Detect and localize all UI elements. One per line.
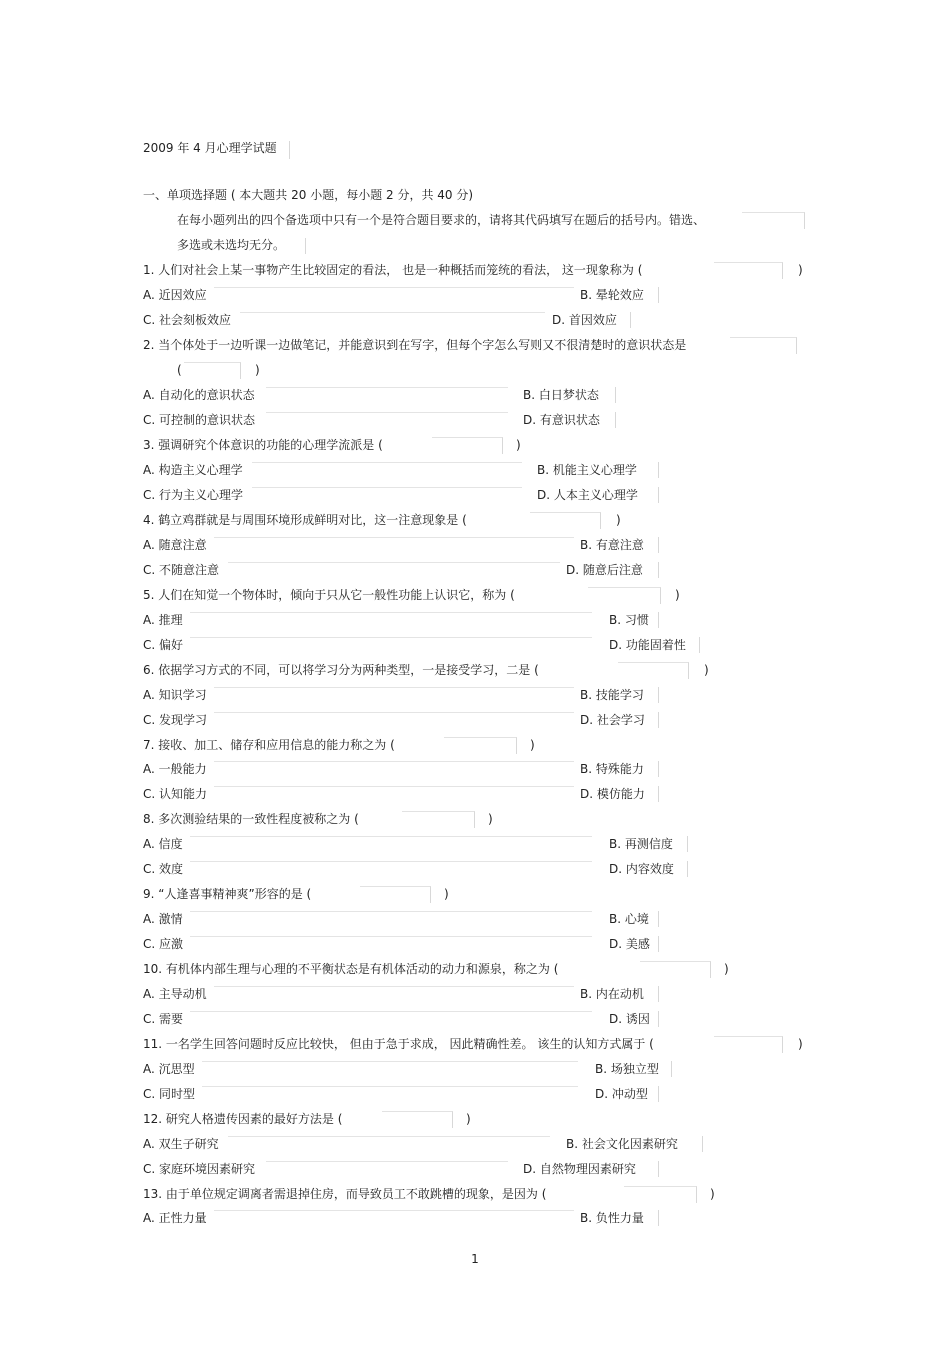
option-end-mark	[658, 462, 659, 478]
question-1-stem: 1. 人们对社会上某一事物产生比较固定的看法， 也是一种概括而笼统的看法， 这一现象称为 (	[143, 263, 643, 277]
question-6-option-d: D. 社会学习	[580, 713, 645, 727]
option-guide	[266, 412, 508, 413]
option-end-mark	[658, 936, 659, 952]
question-6-stem: 6. 依据学习方式的不同，可以将学习分为两种类型，一是接受学习，二是 (	[143, 663, 539, 677]
option-end-mark	[658, 911, 659, 927]
question-13-close: )	[710, 1187, 715, 1201]
option-guide	[190, 836, 592, 837]
question-12-option-a: A. 双生子研究	[143, 1137, 219, 1151]
question-3-option-d: D. 人本主义心理学	[537, 488, 638, 502]
option-guide	[214, 1210, 574, 1211]
question-4-option-d: D. 随意后注意	[566, 563, 643, 577]
answer-blank	[640, 961, 711, 978]
question-5-option-b: B. 习惯	[609, 613, 649, 627]
question-10-stem: 10. 有机体内部生理与心理的不平衡状态是有机体活动的动力和源泉，称之为 (	[143, 962, 559, 976]
question-7-option-a: A. 一般能力	[143, 762, 207, 776]
option-guide	[214, 986, 574, 987]
answer-blank	[184, 362, 241, 379]
question-8-stem: 8. 多次测验结果的一致性程度被称之为 (	[143, 812, 359, 826]
option-guide	[214, 287, 574, 288]
option-guide	[252, 462, 522, 463]
option-end-mark	[658, 1161, 659, 1177]
question-4-stem: 4. 鹤立鸡群就是与周围环境形成鲜明对比，这一注意现象是 (	[143, 513, 467, 527]
line-end-mark	[305, 238, 306, 254]
answer-blank	[402, 811, 475, 828]
question-9-stem: 9. “人逢喜事精神爽”形容的是 (	[143, 887, 312, 901]
question-3-close: )	[516, 438, 521, 452]
option-end-mark	[658, 687, 659, 703]
answer-blank	[624, 1186, 697, 1203]
question-9-close: )	[444, 887, 449, 901]
question-8-close: )	[488, 812, 493, 826]
option-guide	[214, 761, 574, 762]
question-3-option-c: C. 行为主义心理学	[143, 488, 244, 502]
question-7-option-b: B. 特殊能力	[580, 762, 644, 776]
option-end-mark	[658, 761, 659, 777]
question-13-stem: 13. 由于单位规定调离者需退掉住房，而导致员工不敢跳槽的现象，是因为 (	[143, 1187, 547, 1201]
question-1-option-d: D. 首因效应	[552, 313, 617, 327]
option-end-mark	[658, 786, 659, 802]
question-13-option-a: A. 正性力量	[143, 1211, 207, 1225]
question-8-option-c: C. 效度	[143, 862, 184, 876]
option-guide	[202, 1086, 578, 1087]
option-end-mark	[699, 637, 700, 653]
question-7-stem: 7. 接收、加工、储存和应用信息的能力称之为 (	[143, 738, 395, 752]
question-5-close: )	[675, 588, 680, 602]
question-8-option-a: A. 信度	[143, 837, 183, 851]
question-2-option-b: B. 白日梦状态	[523, 388, 599, 402]
doc-title: 2009 年 4 月心理学试题	[143, 141, 277, 155]
option-guide	[266, 1161, 508, 1162]
option-end-mark	[658, 1086, 659, 1102]
option-guide	[202, 1061, 578, 1062]
answer-blank	[588, 587, 661, 604]
question-5-option-a: A. 推理	[143, 613, 183, 627]
line-box	[730, 337, 797, 354]
page-number: 1	[471, 1252, 479, 1266]
option-guide	[214, 786, 574, 787]
option-guide	[240, 312, 545, 313]
question-12-option-b: B. 社会文化因素研究	[566, 1137, 678, 1151]
question-6-close: )	[704, 663, 709, 677]
option-end-mark	[658, 712, 659, 728]
question-1-close: )	[798, 263, 803, 277]
option-end-mark	[658, 562, 659, 578]
option-end-mark	[658, 986, 659, 1002]
instructions-line-2: 多选或未选均无分。	[177, 238, 286, 252]
instructions-line-1: 在每小题列出的四个备选项中只有一个是符合题目要求的，请将其代码填写在题后的括号内。错选、	[177, 213, 706, 227]
question-10-option-d: D. 诱因	[609, 1012, 650, 1026]
question-4-option-b: B. 有意注意	[580, 538, 644, 552]
option-guide	[190, 936, 592, 937]
question-12-stem: 12. 研究人格遗传因素的最好方法是 (	[143, 1112, 343, 1126]
question-6-option-a: A. 知识学习	[143, 688, 207, 702]
option-guide	[228, 562, 560, 563]
question-7-close: )	[530, 738, 535, 752]
question-4-option-c: C. 不随意注意	[143, 563, 220, 577]
option-end-mark	[658, 612, 659, 628]
answer-blank	[714, 262, 783, 279]
question-4-option-a: A. 随意注意	[143, 538, 207, 552]
question-3-option-b: B. 机能主义心理学	[537, 463, 637, 477]
answer-blank	[360, 886, 431, 903]
question-11-close: )	[798, 1037, 803, 1051]
question-6-option-b: B. 技能学习	[580, 688, 644, 702]
question-3-stem: 3. 强调研究个体意识的功能的心理学流派是 (	[143, 438, 383, 452]
question-7-option-d: D. 模仿能力	[580, 787, 645, 801]
option-end-mark	[702, 1136, 703, 1152]
question-2-open: (	[177, 363, 182, 377]
option-end-mark	[658, 1011, 659, 1027]
line-box	[742, 212, 805, 229]
question-10-option-c: C. 需要	[143, 1012, 184, 1026]
option-guide	[190, 861, 592, 862]
option-end-mark	[615, 387, 616, 403]
option-end-mark	[687, 861, 688, 877]
answer-blank	[432, 437, 503, 454]
option-guide	[214, 712, 574, 713]
question-5-stem: 5. 人们在知觉一个物体时，倾向于只从它一般性功能上认识它，称为 (	[143, 588, 515, 602]
question-9-option-b: B. 心境	[609, 912, 649, 926]
option-guide	[252, 487, 522, 488]
option-end-mark	[658, 537, 659, 553]
question-1-option-a: A. 近因效应	[143, 288, 207, 302]
option-guide	[214, 687, 574, 688]
option-end-mark	[671, 1061, 672, 1077]
question-5-option-c: C. 偏好	[143, 638, 184, 652]
question-12-option-c: C. 家庭环境因素研究	[143, 1162, 256, 1176]
option-end-mark	[630, 312, 631, 328]
answer-blank	[382, 1111, 453, 1128]
question-2-option-a: A. 自动化的意识状态	[143, 388, 255, 402]
question-9-option-c: C. 应激	[143, 937, 184, 951]
section-heading: 一、单项选择题 ( 本大题共 20 小题，每小题 2 分，共 40 分)	[143, 188, 474, 202]
question-9-option-a: A. 激情	[143, 912, 183, 926]
option-guide	[228, 1136, 550, 1137]
question-4-close: )	[616, 513, 621, 527]
question-8-option-d: D. 内容效度	[609, 862, 674, 876]
question-2-option-d: D. 有意识状态	[523, 413, 600, 427]
question-3-option-a: A. 构造主义心理学	[143, 463, 243, 477]
option-end-mark	[687, 836, 688, 852]
option-guide	[190, 612, 592, 613]
question-10-option-a: A. 主导动机	[143, 987, 207, 1001]
question-11-option-c: C. 同时型	[143, 1087, 196, 1101]
option-guide	[190, 911, 592, 912]
question-1-option-b: B. 晕轮效应	[580, 288, 644, 302]
question-12-close: )	[466, 1112, 471, 1126]
answer-blank	[530, 512, 601, 529]
question-12-option-d: D. 自然物理因素研究	[523, 1162, 636, 1176]
option-guide	[190, 637, 592, 638]
question-7-option-c: C. 认知能力	[143, 787, 208, 801]
question-11-option-b: B. 场独立型	[595, 1062, 659, 1076]
question-11-option-a: A. 沉思型	[143, 1062, 195, 1076]
option-end-mark	[658, 1210, 659, 1226]
question-1-option-c: C. 社会刻板效应	[143, 313, 232, 327]
option-guide	[214, 537, 574, 538]
option-end-mark	[615, 412, 616, 428]
question-2-close: )	[255, 363, 260, 377]
question-9-option-d: D. 美感	[609, 937, 650, 951]
question-11-option-d: D. 冲动型	[595, 1087, 648, 1101]
question-10-close: )	[724, 962, 729, 976]
option-guide	[190, 1011, 592, 1012]
question-8-option-b: B. 再测信度	[609, 837, 673, 851]
question-5-option-d: D. 功能固着性	[609, 638, 686, 652]
answer-blank	[618, 662, 689, 679]
answer-blank	[714, 1036, 783, 1053]
question-10-option-b: B. 内在动机	[580, 987, 644, 1001]
question-6-option-c: C. 发现学习	[143, 713, 208, 727]
option-end-mark	[658, 287, 659, 303]
option-end-mark	[658, 487, 659, 503]
answer-blank	[444, 737, 517, 754]
question-11-stem: 11. 一名学生回答问题时反应比较快， 但由于急于求成， 因此精确性差。 该生的认知方式属于 (	[143, 1037, 654, 1051]
question-2-option-c: C. 可控制的意识状态	[143, 413, 256, 427]
text-cursor-mark	[289, 141, 290, 159]
question-2-stem: 2. 当个体处于一边听课一边做笔记，并能意识到在写字，但每个字怎么写则又不很清楚时的意识状态是	[143, 338, 687, 352]
question-13-option-b: B. 负性力量	[580, 1211, 644, 1225]
option-guide	[266, 387, 508, 388]
